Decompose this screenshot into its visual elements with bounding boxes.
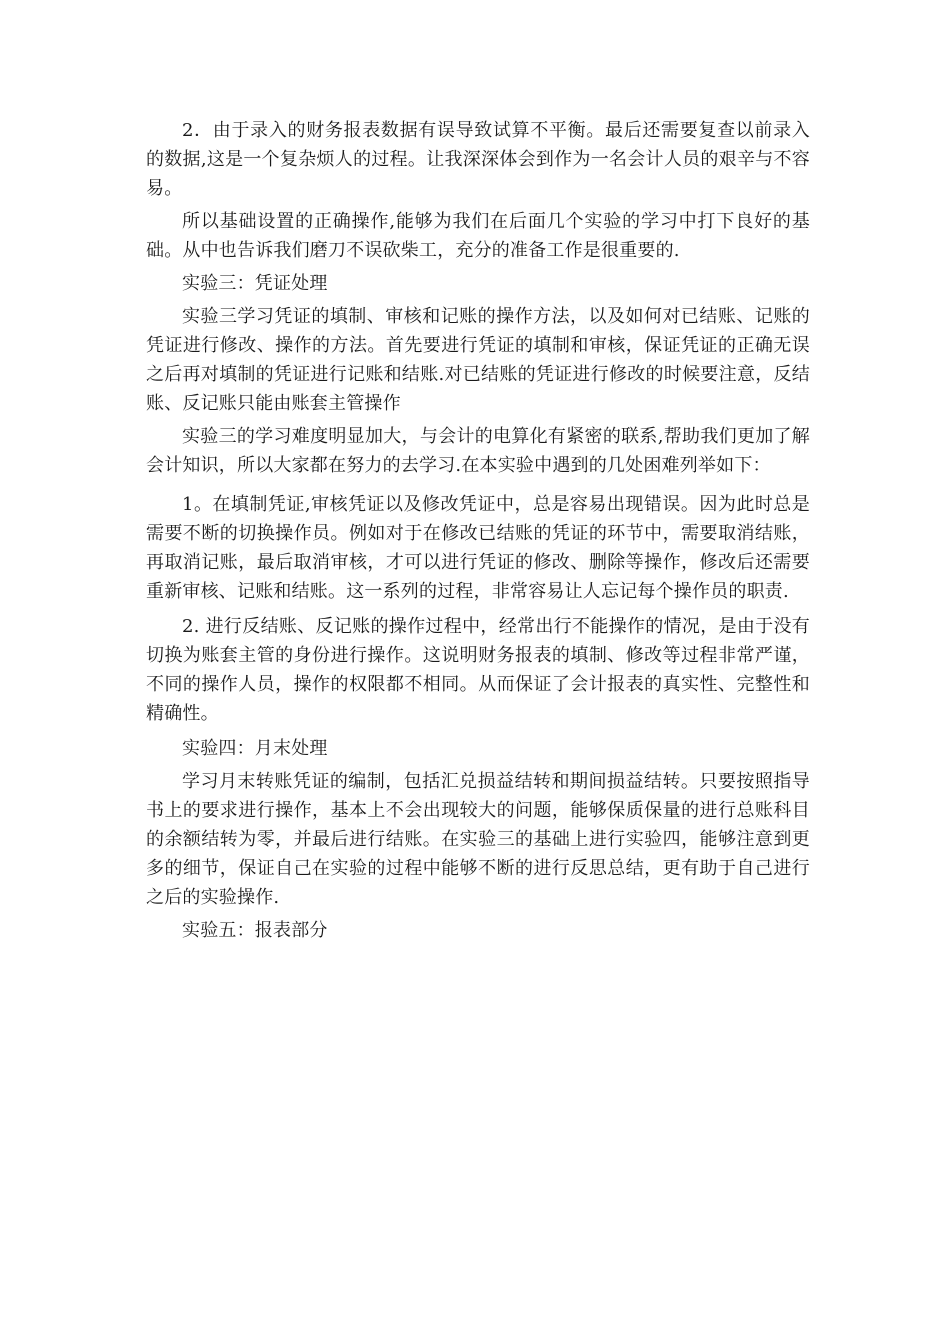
- heading-experiment-three: 实验三：凭证处理: [182, 273, 328, 294]
- paragraph-difficulty-one: 1。在填制凭证,审核凭证以及修改凭证中，总是容易出现错误。因为此时总是需要不断的切换操作员。例如对于在修改已结账的凭证的环节中，需要取消结账，再取消记账，最后取消审核，才可以进行凭证的修改、删除等操作，修改后还需要重新审核、记账和结账。这一系列的过程，非常容易让人忘记每个操作员的职责.: [146, 494, 810, 602]
- paragraph-trial-balance-error: 2．由于录入的财务报表数据有误导致试算不平衡。最后还需要复查以前录入的数据,这是一个复杂烦人的过程。让我深深体会到作为一名会计人员的艰辛与不容易。: [146, 120, 810, 199]
- paragraph-difficulty-two: 2. 进行反结账、反记账的操作过程中，经常出行不能操作的情况，是由于没有切换为账套主管的身份进行操作。这说明财务报表的填制、修改等过程非常严谨，不同的操作人员，操作的权限都不相同。从而保证了会计报表的真实性、完整性和精确性。: [146, 616, 810, 724]
- heading-experiment-five: 实验五：报表部分: [182, 920, 328, 941]
- paragraph-experiment-three-difficulty: 实验三的学习难度明显加大，与会计的电算化有紧密的联系,帮助我们更加了解会计知识，所以大家都在努力的去学习.在本实验中遇到的几处困难列举如下：: [146, 426, 810, 476]
- paragraph-experiment-three-intro: 实验三学习凭证的填制、审核和记账的操作方法，以及如何对已结账、记账的凭证进行修改、操作的方法。首先要进行凭证的填制和审核，保证凭证的正确无误之后再对填制的凭证进行记账和结账.对已结账的凭证进行修改的时候要注意，反结账、反记账只能由账套主管操作: [146, 306, 810, 414]
- heading-experiment-four: 实验四：月末处理: [182, 738, 328, 759]
- paragraph-experiment-four-body: 学习月末转账凭证的编制，包括汇兑损益结转和期间损益结转。只要按照指导书上的要求进行操作，基本上不会出现较大的问题，能够保质保量的进行总账科目的余额结转为零，并最后进行结账。在实验三的基础上进行实验四，能够注意到更多的细节，保证自己在实验的过程中能够不断的进行反思总结，更有助于自己进行之后的实验操作.: [146, 771, 810, 908]
- document-page: [146, 116, 810, 949]
- paragraph-basic-settings-conclusion: 所以基础设置的正确操作,能够为我们在后面几个实验的学习中打下良好的基础。从中也告诉我们磨刀不误砍柴工，充分的准备工作是很重要的.: [146, 211, 810, 261]
